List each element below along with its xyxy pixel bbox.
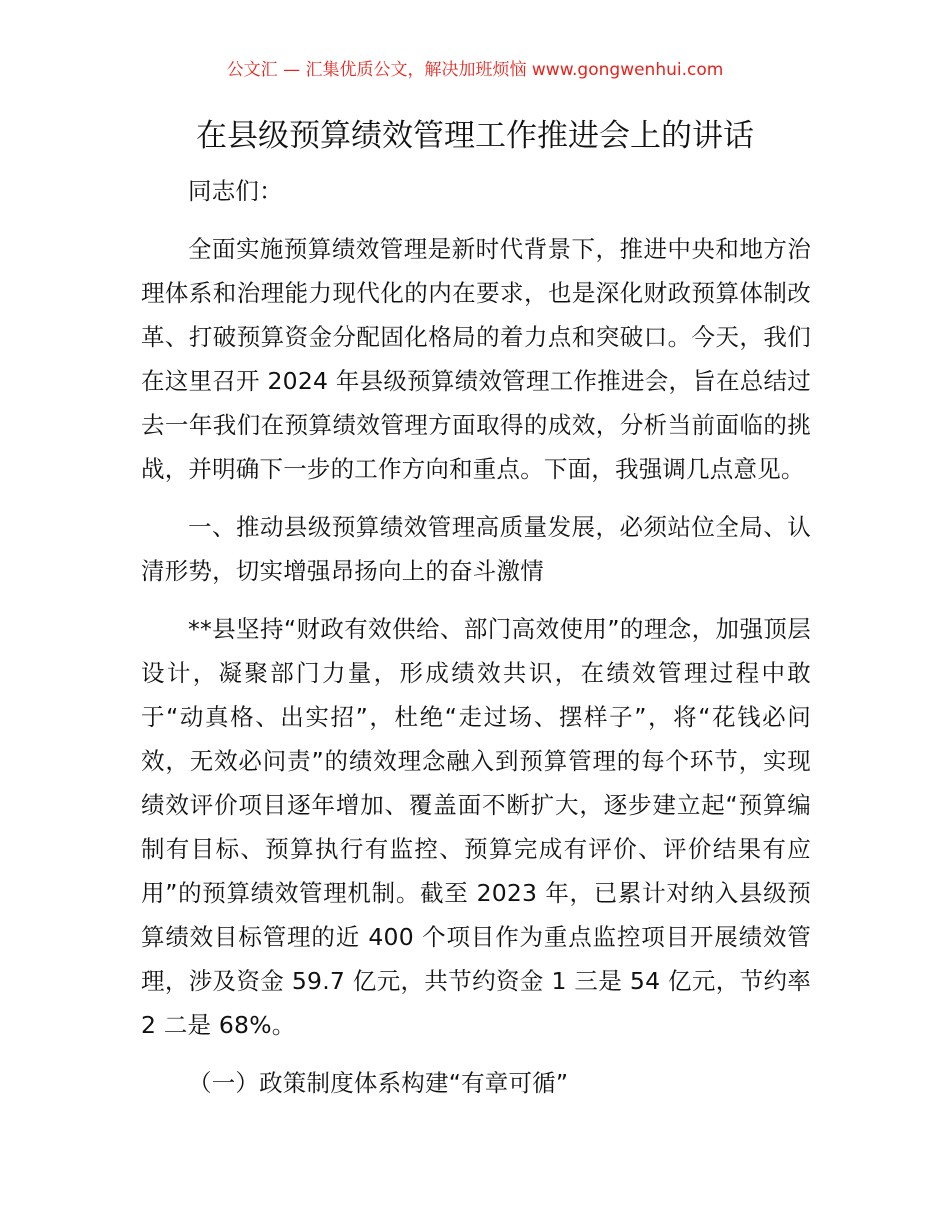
document-title: 在县级预算绩效管理工作推进会上的讲话 [196, 118, 754, 154]
document-body [141, 169, 811, 1119]
subsection-heading-1: （一）政策制度体系构建“有章可循” [188, 1069, 569, 1097]
site-banner: 公文汇 — 汇集优质公文，解决加班烦恼 www.gongwenhui.com [226, 60, 724, 80]
salutation: 同志们： [188, 177, 283, 205]
section-heading-1: 一、推动县级预算绩效管理高质量发展，必须站位全局、认清形势，切实增强昂扬向上的奋斗激情 [141, 513, 811, 585]
paragraph-intro: 全面实施预算绩效管理是新时代背景下，推进中央和地方治理体系和治理能力现代化的内在要求，也是深化财政预算体制改革、打破预算资金分配固化格局的着力点和突破口。今天，我们在这里召开 2024 年县级预算绩效管理工作推进会，旨在总结过去一年我们在预算绩效管理方面取得的成效，分析当前面临的挑战，并明确下一步的工作方向和重点。下面，我强调几点意见。 [141, 235, 811, 483]
paragraph-body: **县坚持“财政有效供给、部门高效使用”的理念，加强顶层设计，凝聚部门力量，形成绩效共识，在绩效管理过程中敢于“动真格、出实招”，杜绝“走过场、摆样子”，将“花钱必问效，无效必问责”的绩效理念融入到预算管理的每个环节，实现绩效评价项目逐年增加、覆盖面不断扩大，逐步建立起“预算编制有目标、预算执行有监控、预算完成有评价、评价结果有应用”的预算绩效管理机制。截至 2023 年，已累计对纳入县级预算绩效目标管理的近 400 个项目作为重点监控项目开展绩效管理，涉及资金 59.7 亿元，共节约资金 1 三是 54 亿元，节约率 2 二是 68%。 [141, 615, 811, 1039]
